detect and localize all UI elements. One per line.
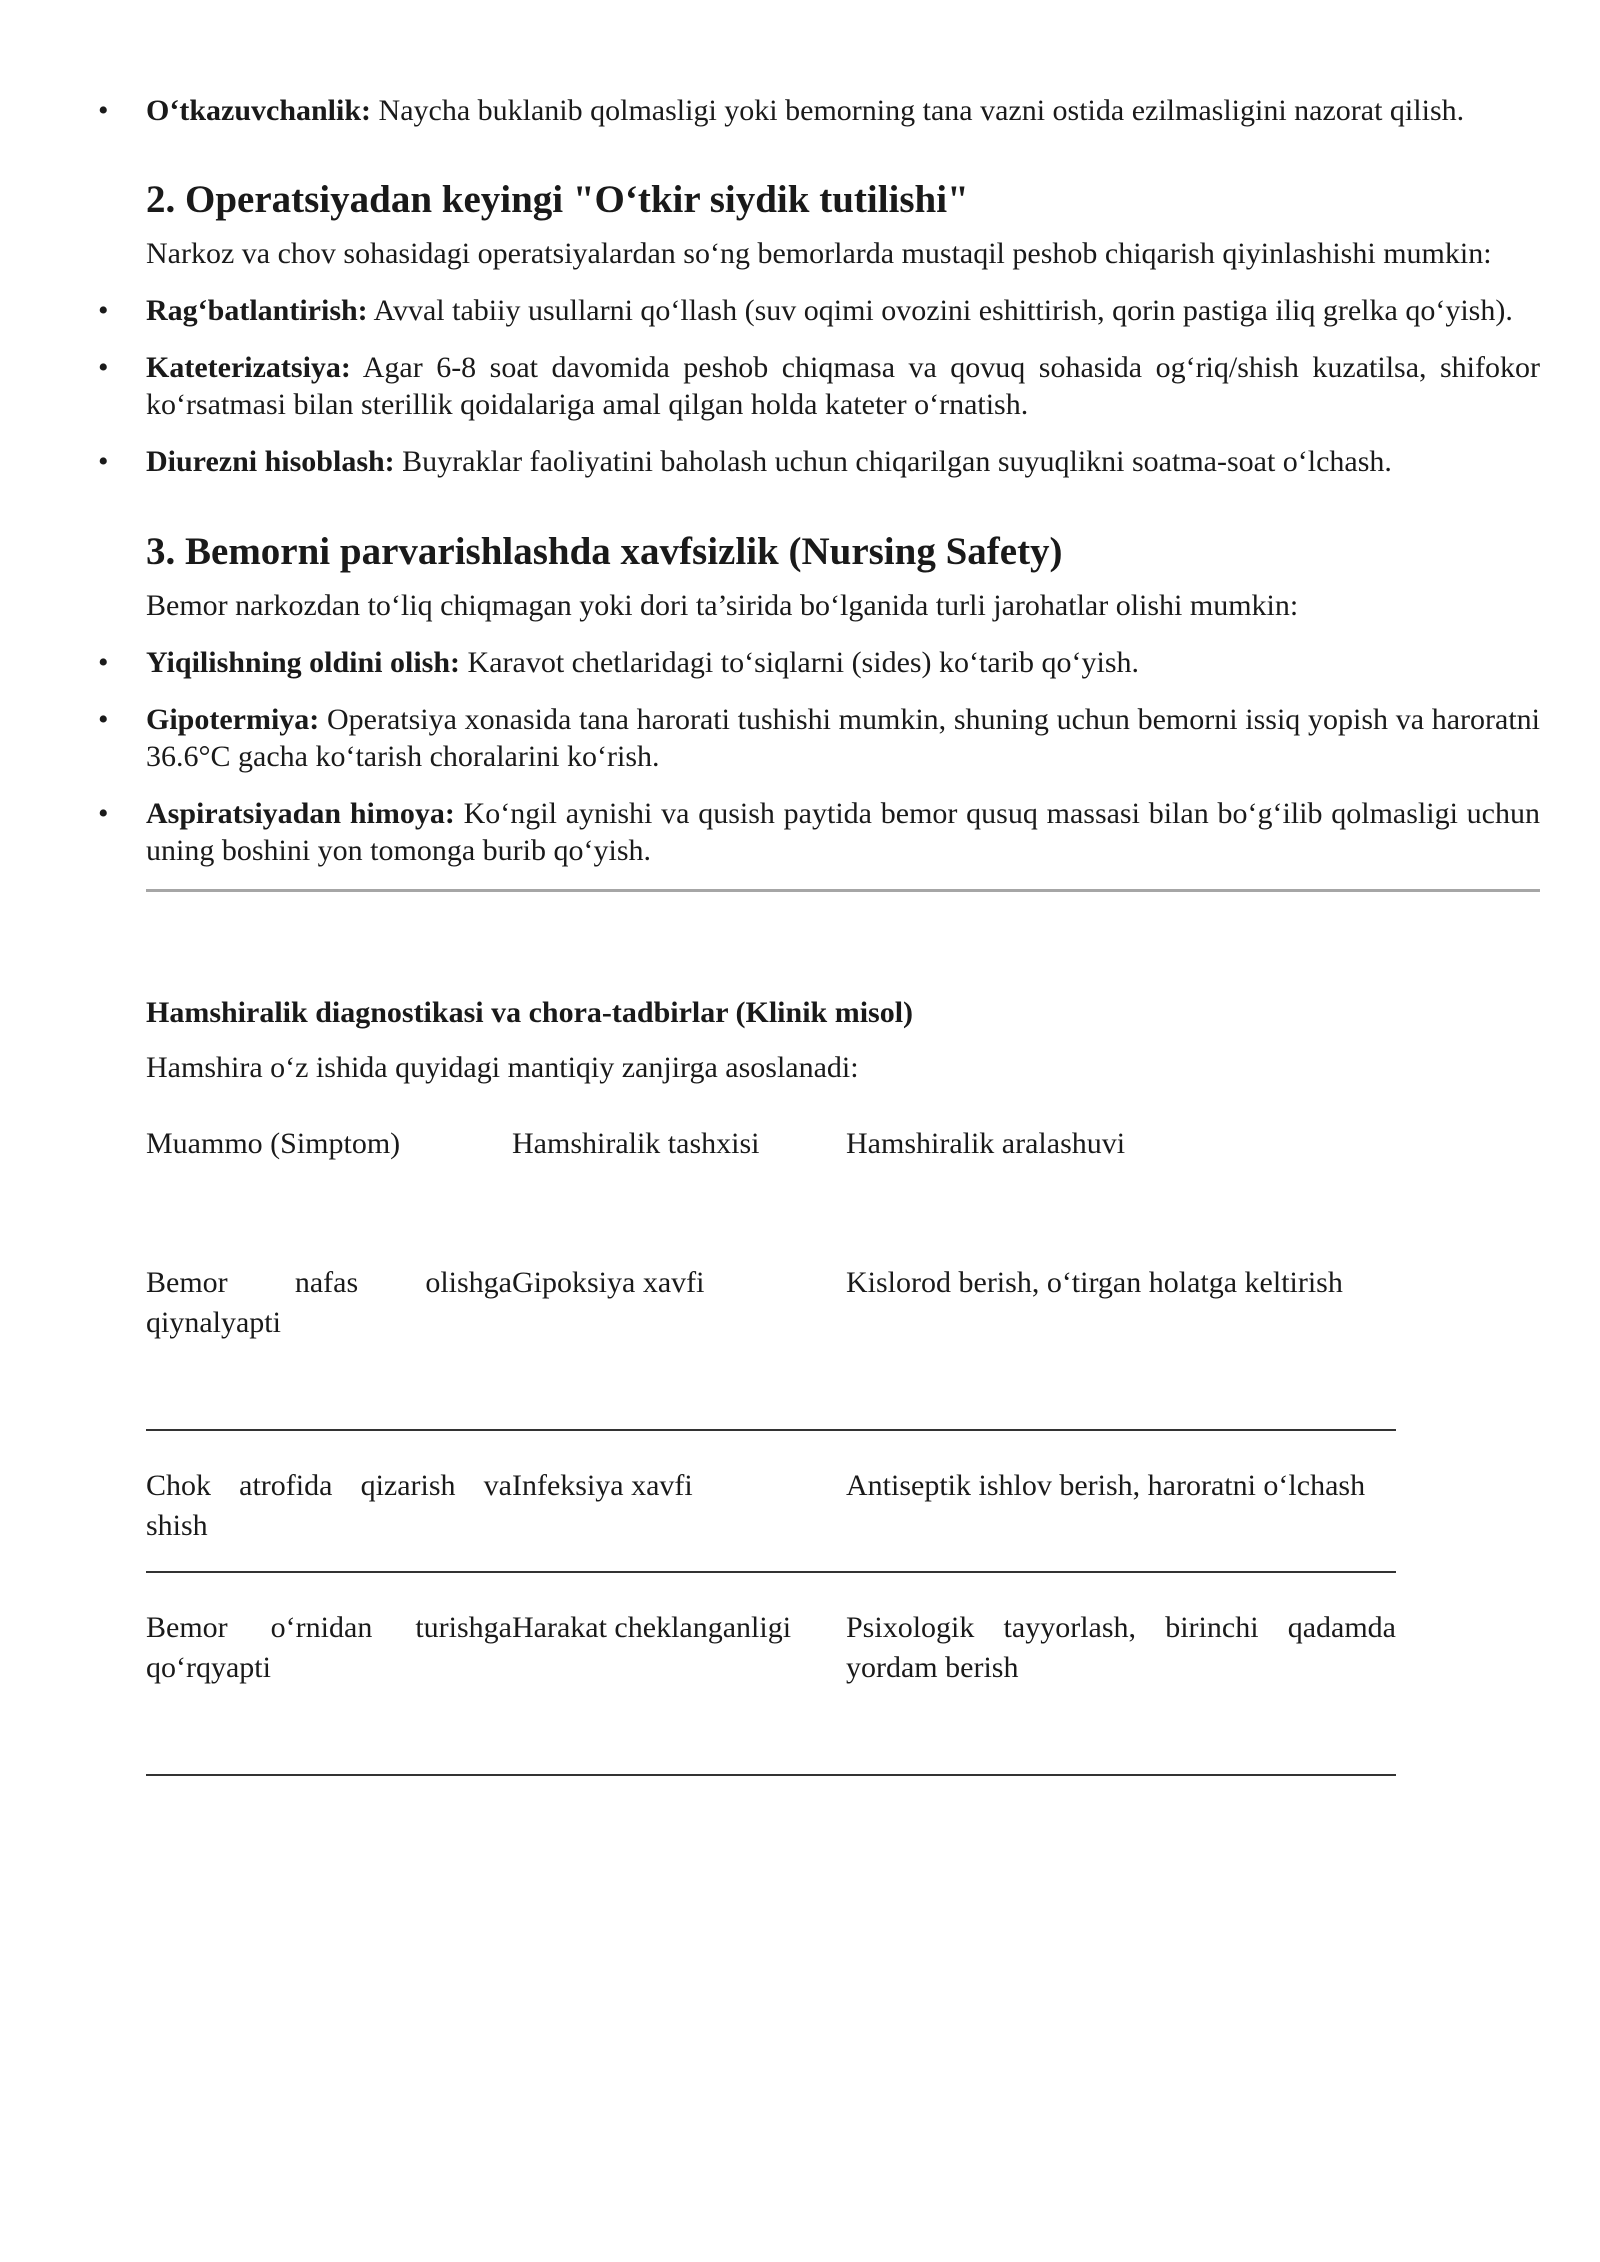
column-header-intervention: Hamshiralik aralashuvi xyxy=(846,1127,1126,1160)
list-item: • O‘tkazuvchanlik: Naycha buklanib qolmasligi yoki bemorning tana vazni ostida ezilmasligini nazorat qilish. xyxy=(146,92,1540,129)
list-item: • Yiqilishning oldini olish: Karavot chetlaridagi to‘siqlarni (sides) ko‘tarib qo‘yish. xyxy=(146,644,1540,681)
cell-problem: Bemor o‘rnidan turishga qo‘rqyapti xyxy=(146,1572,512,1775)
section-2-intro: Narkoz va chov sohasidagi operatsiyalardan so‘ng bemorlarda mustaqil peshob chiqarish qiyinlashishi mumkin: xyxy=(146,237,1492,270)
section-2-heading: 2. Operatsiyadan keyingi "O‘tkir siydik tutilishi" xyxy=(146,178,969,221)
section-3-intro: Bemor narkozdan to‘liq chiqmagan yoki dori ta’sirida bo‘lganida turli jarohatlar olishi mumkin: xyxy=(146,589,1299,622)
section-divider xyxy=(146,889,1540,892)
cell-intervention: Psixologik tayyorlash, birinchi qadamda yordam berish xyxy=(846,1572,1396,1775)
cell-diagnosis: Infeksiya xavfi xyxy=(512,1430,846,1572)
table-row xyxy=(146,1572,1396,1775)
section-3-list xyxy=(146,644,1540,869)
top-bullet-list xyxy=(146,92,1540,129)
cell-diagnosis: Gipoksiya xavfi xyxy=(512,1228,846,1430)
table-row xyxy=(146,1228,1396,1430)
list-item: • Rag‘batlantirish: Avval tabiiy usullarni qo‘llash (suv oqimi ovozini eshittirish, qorin pastiga iliq grelka qo‘yish). xyxy=(146,292,1540,329)
clinical-heading: Hamshiralik diagnostikasi va chora-tadbirlar (Klinik misol) xyxy=(146,996,914,1029)
table-header-row xyxy=(146,1124,1396,1228)
list-item: • Gipotermiya: Operatsiya xonasida tana harorati tushishi mumkin, shuning uchun bemorni issiq yopish va haroratni 36.6°C gacha ko‘tarish choralarini ko‘rish. xyxy=(146,701,1540,775)
cell-intervention: Kislorod berish, o‘tirgan holatga keltirish xyxy=(846,1228,1396,1430)
list-item: • Diurezni hisoblash: Buyraklar faoliyatini baholash uchun chiqarilgan suyuqlikni soatma-soat o‘lchash. xyxy=(146,443,1540,480)
diagnosis-table xyxy=(146,1124,1396,1776)
cell-problem: Bemor nafas olishga qiynalyapti xyxy=(146,1228,512,1430)
column-header-diagnosis: Hamshiralik tashxisi xyxy=(512,1127,760,1160)
table-row xyxy=(146,1430,1396,1572)
column-header-problem: Muammo (Simptom) xyxy=(146,1127,401,1160)
list-item: • Kateterizatsiya: Agar 6-8 soat davomida peshob chiqmasa va qovuq sohasida og‘riq/shish kuzatilsa, shifokor ko‘rsatmasi bilan sterillik qoidalariga amal qilgan holda kateter o‘rnatish. xyxy=(146,349,1540,423)
document-page xyxy=(146,92,1540,1776)
section-2-list xyxy=(146,292,1540,480)
list-item: • Aspiratsiyadan himoya: Ko‘ngil aynishi va qusish paytida bemor qusuq massasi bilan bo‘g‘ilib qolmasligi uchun uning boshini yon tomonga burib qo‘yish. xyxy=(146,795,1540,869)
section-3-heading: 3. Bemorni parvarishlashda xavfsizlik (Nursing Safety) xyxy=(146,530,1063,573)
cell-intervention: Antiseptik ishlov berish, haroratni o‘lchash xyxy=(846,1430,1396,1572)
cell-problem: Chok atrofida qizarish va shish xyxy=(146,1430,512,1572)
clinical-intro: Hamshira o‘z ishida quyidagi mantiqiy zanjirga asoslanadi: xyxy=(146,1051,859,1084)
cell-diagnosis: Harakat cheklanganligi xyxy=(512,1572,846,1775)
